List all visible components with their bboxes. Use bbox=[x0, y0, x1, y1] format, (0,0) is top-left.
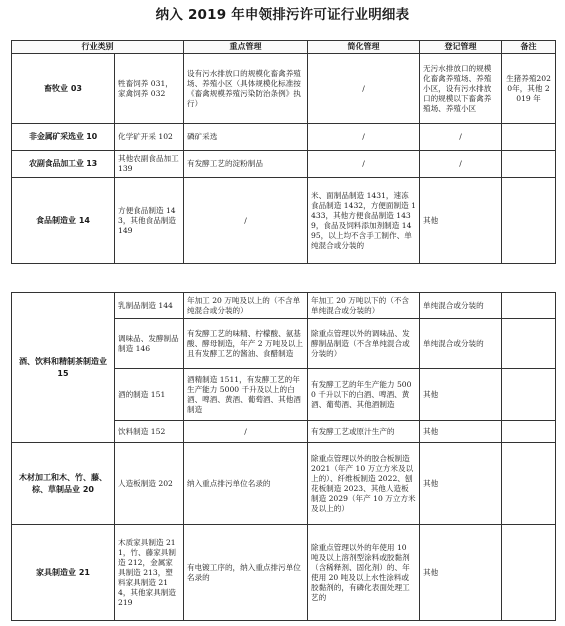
page-title: 纳入 2019 年申领排污许可证行业明细表 bbox=[155, 7, 410, 23]
category-cell: 家具制造业 21 bbox=[12, 525, 115, 621]
industry-table-part-1 bbox=[11, 40, 556, 264]
simplified-management-cell: 除重点管理以外的年使用 10 吨及以上溶剂型涂料或胶黏剂（含稀释剂、固化剂）的、年使用 20 吨及以上水性涂料或胶黏剂的，有磷化表面处理工艺的 bbox=[308, 525, 420, 621]
simplified-management-cell: 除重点管理以外的调味品、发酵制品制造（不含单纯混合或分装的） bbox=[308, 319, 420, 369]
category-cell: 木材加工和木、竹、藤、棕、草制品业 20 bbox=[12, 443, 115, 525]
category-cell: 农副食品加工业 13 bbox=[12, 151, 115, 178]
registration-cell: 其他 bbox=[420, 443, 502, 525]
registration-cell: / bbox=[420, 124, 502, 151]
simplified-management-cell: / bbox=[308, 54, 420, 124]
note-cell: 生猪养殖2020年，其他 2019 年 bbox=[502, 54, 556, 124]
key-management-cell: 有电镀工序的，纳入重点排污单位名录的 bbox=[184, 525, 308, 621]
simplified-management-cell: 米、面制品制造 1431，速冻食品制造 1432，方便面制造 1433，其他方便食品制造 1439，食品及饲料添加剂制造 1495，以上均不含手工制作、单纯混合或分装的 bbox=[308, 178, 420, 264]
key-management-cell: 有发酵工艺的淀粉制品 bbox=[184, 151, 308, 178]
note-cell bbox=[502, 293, 556, 319]
registration-cell: 单纯混合或分装的 bbox=[420, 319, 502, 369]
subcategory-cell: 人造板制造 202 bbox=[115, 443, 184, 525]
simplified-management-cell: / bbox=[308, 124, 420, 151]
subcategory-cell: 牲畜饲养 031，家禽饲养 032 bbox=[115, 54, 184, 124]
header-registration-management: 登记管理 bbox=[420, 41, 502, 54]
category-cell: 畜牧业 03 bbox=[12, 54, 115, 124]
table-row bbox=[12, 525, 556, 621]
registration-cell: 其他 bbox=[420, 525, 502, 621]
table-row bbox=[12, 293, 556, 319]
simplified-management-cell: 除重点管理以外的胶合板制造 2021（年产 10 万立方米及以上的）、纤维板制造 2022、刨花板制造 2023、其他人造板制造 2029（年产 10 万立方米及以上的） bbox=[308, 443, 420, 525]
simplified-management-cell: 有发酵工艺的年生产能力 5000 千升以下的白酒、啤酒、黄酒、葡萄酒、其他酒制造 bbox=[308, 369, 420, 421]
header-key-management: 重点管理 bbox=[184, 41, 308, 54]
key-management-cell: / bbox=[184, 178, 308, 264]
table-row bbox=[12, 124, 556, 151]
key-management-cell: 纳入重点排污单位名录的 bbox=[184, 443, 308, 525]
note-cell bbox=[502, 124, 556, 151]
key-management-cell: 年加工 20 万吨及以上的（不含单纯混合或分装的） bbox=[184, 293, 308, 319]
note-cell bbox=[502, 443, 556, 525]
key-management-cell: 设有污水排放口的规模化畜禽养殖场、养殖小区（具体规模化标准按《畜禽规模养殖污染防治条例》执行） bbox=[184, 54, 308, 124]
subcategory-cell: 调味品、发酵制品制造 146 bbox=[115, 319, 184, 369]
header-simplified-management: 简化管理 bbox=[308, 41, 420, 54]
subcategory-cell: 化学矿开采 102 bbox=[115, 124, 184, 151]
table-row bbox=[12, 443, 556, 525]
registration-cell: 其他 bbox=[420, 178, 502, 264]
key-management-cell: / bbox=[184, 421, 308, 443]
key-management-cell: 磷矿采选 bbox=[184, 124, 308, 151]
subcategory-cell: 木质家具制造 211，竹、藤家具制造 212，金属家具制造 213，塑料家具制造 214，其他家具制造 219 bbox=[115, 525, 184, 621]
simplified-management-cell: 年加工 20 万吨以下的（不含单纯混合或分装的） bbox=[308, 293, 420, 319]
table-row bbox=[12, 151, 556, 178]
table-row bbox=[12, 178, 556, 264]
registration-cell: 其他 bbox=[420, 369, 502, 421]
note-cell bbox=[502, 151, 556, 178]
registration-cell: 无污水排放口的规模化畜禽养殖场、养殖小区，设有污水排放口的规模以下畜禽养殖场、养殖小区 bbox=[420, 54, 502, 124]
key-management-cell: 酒精制造 1511，有发酵工艺的年生产能力 5000 千升及以上的白酒、啤酒、黄酒、葡萄酒、其他酒制造 bbox=[184, 369, 308, 421]
note-cell bbox=[502, 369, 556, 421]
key-management-cell: 有发酵工艺的味精、柠檬酸、氨基酸、酵母制造，年产 2 万吨及以上且有发酵工艺的酱油、食醋制造 bbox=[184, 319, 308, 369]
table-row bbox=[12, 54, 556, 124]
category-cell: 非金属矿采选业 10 bbox=[12, 124, 115, 151]
header-notes: 备注 bbox=[502, 41, 556, 54]
simplified-management-cell: 有发酵工艺或原汁生产的 bbox=[308, 421, 420, 443]
industry-table-part-2 bbox=[11, 292, 556, 621]
registration-cell: 其他 bbox=[420, 421, 502, 443]
category-cell: 酒、饮料和精制茶制造业 15 bbox=[12, 293, 115, 443]
simplified-management-cell: / bbox=[308, 151, 420, 178]
category-cell: 食品制造业 14 bbox=[12, 178, 115, 264]
subcategory-cell: 方便食品制造 143，其他食品制造 149 bbox=[115, 178, 184, 264]
subcategory-cell: 乳制品制造 144 bbox=[115, 293, 184, 319]
subcategory-cell: 其他农副食品加工 139 bbox=[115, 151, 184, 178]
note-cell bbox=[502, 525, 556, 621]
note-cell bbox=[502, 319, 556, 369]
table-header-row bbox=[12, 41, 556, 54]
registration-cell: 单纯混合或分装的 bbox=[420, 293, 502, 319]
subcategory-cell: 酒的制造 151 bbox=[115, 369, 184, 421]
registration-cell: / bbox=[420, 151, 502, 178]
note-cell bbox=[502, 421, 556, 443]
header-industry: 行业类别 bbox=[12, 41, 184, 54]
subcategory-cell: 饮料制造 152 bbox=[115, 421, 184, 443]
note-cell bbox=[502, 178, 556, 264]
